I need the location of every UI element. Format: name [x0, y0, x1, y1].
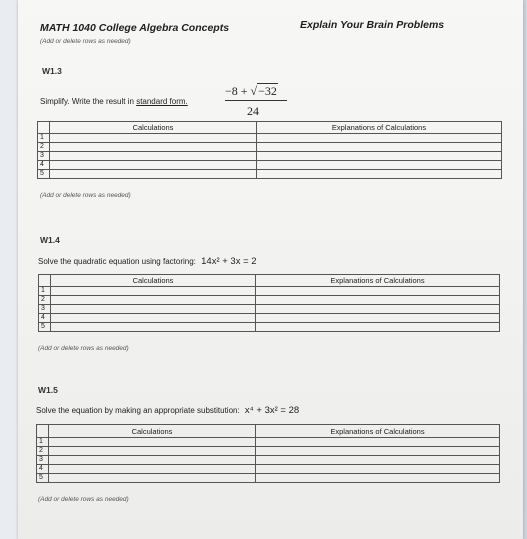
- table-row[interactable]: 2: [39, 296, 500, 305]
- header-note: (Add or delete rows as needed): [40, 38, 131, 45]
- worksheet-page: [18, 0, 523, 539]
- table-header-row: [39, 275, 500, 287]
- column-header-calculations: Calculations: [50, 122, 257, 134]
- calc-cell[interactable]: [50, 143, 257, 152]
- table-row[interactable]: 4: [38, 161, 502, 170]
- table-row[interactable]: 2: [38, 143, 502, 152]
- table-row[interactable]: 3: [37, 456, 500, 465]
- column-header-explanations: Explanations of Calculations: [257, 122, 502, 134]
- expl-cell[interactable]: [257, 170, 502, 179]
- work-table-w14: [38, 274, 500, 332]
- equation-w14: 14x² + 3x = 2: [201, 256, 257, 267]
- calc-cell[interactable]: [49, 438, 256, 447]
- calc-cell[interactable]: [51, 296, 256, 305]
- column-header-explanations: Explanations of Calculations: [256, 425, 500, 438]
- table-row[interactable]: 1: [38, 134, 502, 143]
- fraction-numerator: −8 + √−32: [225, 84, 277, 98]
- expl-cell[interactable]: [256, 287, 500, 296]
- expl-cell[interactable]: [256, 296, 500, 305]
- problem-prompt-w14: Solve the quadratic equation using factoring: 14x² + 3x = 2: [38, 256, 257, 267]
- expl-cell[interactable]: [257, 143, 502, 152]
- work-table-w13: [37, 121, 502, 179]
- expl-cell[interactable]: [256, 456, 500, 465]
- expl-cell[interactable]: [256, 314, 500, 323]
- calc-cell[interactable]: [50, 134, 257, 143]
- expl-cell[interactable]: [257, 134, 502, 143]
- table-row[interactable]: 5: [37, 474, 500, 483]
- expl-cell[interactable]: [256, 305, 500, 314]
- table-row[interactable]: 3: [38, 152, 502, 161]
- calc-cell[interactable]: [51, 314, 256, 323]
- calc-cell[interactable]: [49, 474, 256, 483]
- table-header-row: [37, 425, 500, 438]
- calc-cell[interactable]: [49, 465, 256, 474]
- calc-cell[interactable]: [51, 305, 256, 314]
- table-header-row: [38, 122, 502, 134]
- problem-id-w15: W1.5: [38, 385, 58, 395]
- expl-cell[interactable]: [256, 447, 500, 456]
- fraction-expression: [225, 84, 295, 120]
- calc-cell[interactable]: [49, 456, 256, 465]
- radicand: −32: [258, 84, 277, 98]
- column-header-calculations: Calculations: [49, 425, 256, 438]
- problem-id-w13: W1.3: [42, 66, 62, 76]
- expl-cell[interactable]: [256, 474, 500, 483]
- equation-w15: x⁴ + 3x² = 28: [244, 405, 300, 416]
- prompt-text: Simplify. Write the result in: [40, 97, 137, 106]
- worksheet-title: Explain Your Brain Problems: [300, 19, 445, 31]
- table-row[interactable]: 5: [38, 170, 502, 179]
- calc-cell[interactable]: [50, 170, 257, 179]
- column-header-calculations: Calculations: [51, 275, 256, 287]
- calc-cell[interactable]: [51, 323, 256, 332]
- table-note-w13: (Add or delete rows as needed): [40, 192, 131, 199]
- course-title: MATH 1040 College Algebra Concepts: [40, 22, 230, 34]
- table-row[interactable]: 4: [37, 465, 500, 474]
- calc-cell[interactable]: [50, 161, 257, 170]
- calc-cell[interactable]: [49, 447, 256, 456]
- work-table-w15: [36, 424, 500, 483]
- expl-cell[interactable]: [256, 465, 500, 474]
- calc-cell[interactable]: [51, 287, 256, 296]
- table-row[interactable]: 1: [39, 287, 500, 296]
- table-note-w14: (Add or delete rows as needed): [38, 345, 129, 352]
- expl-cell[interactable]: [256, 323, 500, 332]
- table-row[interactable]: 3: [39, 305, 500, 314]
- problem-prompt-w15: Solve the equation by making an appropriate substitution: x⁴ + 3x² = 28: [36, 405, 300, 416]
- problem-id-w14: W1.4: [40, 235, 60, 245]
- expl-cell[interactable]: [256, 438, 500, 447]
- column-header-explanations: Explanations of Calculations: [256, 275, 500, 287]
- table-note-w15: (Add or delete rows as needed): [38, 496, 129, 503]
- table-row[interactable]: 4: [39, 314, 500, 323]
- calc-cell[interactable]: [50, 152, 257, 161]
- prompt-underlined: standard form.: [136, 97, 188, 106]
- expl-cell[interactable]: [257, 161, 502, 170]
- expl-cell[interactable]: [257, 152, 502, 161]
- table-row[interactable]: 2: [37, 447, 500, 456]
- fraction-bar: [225, 100, 287, 101]
- table-row[interactable]: 1: [37, 438, 500, 447]
- table-row[interactable]: 5: [39, 323, 500, 332]
- problem-prompt-w13: [40, 97, 188, 106]
- fraction-denominator: 24: [247, 104, 259, 118]
